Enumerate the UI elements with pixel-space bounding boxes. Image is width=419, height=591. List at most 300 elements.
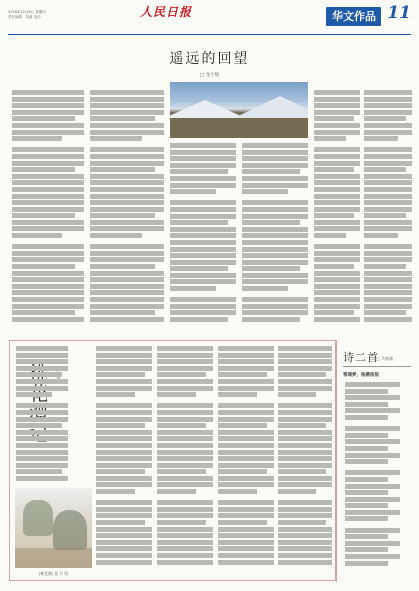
page-number: 11 — [387, 3, 411, 23]
text-line — [90, 110, 164, 115]
text-line — [90, 244, 164, 249]
text-line — [242, 253, 308, 258]
text-line — [90, 161, 164, 166]
text-line — [96, 482, 152, 487]
text-line — [90, 130, 164, 135]
text-line — [314, 161, 360, 166]
text-line — [218, 496, 274, 499]
text-line — [12, 244, 84, 249]
text-line — [242, 279, 308, 284]
text-line — [364, 207, 412, 212]
text-line — [242, 207, 308, 212]
text-line — [96, 553, 152, 558]
text-line — [96, 540, 152, 545]
photo-mountain-right — [230, 96, 308, 120]
text-line — [314, 97, 360, 102]
photo-ground — [170, 118, 308, 138]
text-line — [96, 496, 152, 499]
text-line — [90, 290, 164, 295]
text-line — [170, 163, 236, 168]
text-line — [90, 200, 164, 205]
text-line — [218, 553, 274, 558]
text-line — [90, 187, 164, 192]
text-line — [314, 207, 360, 212]
text-line — [314, 244, 360, 249]
text-line — [314, 180, 360, 185]
text-line — [157, 392, 196, 397]
text-line — [314, 213, 354, 218]
text-line — [12, 284, 84, 289]
text-line — [96, 443, 152, 448]
text-line — [242, 169, 300, 174]
text-line — [314, 220, 360, 225]
text-line — [278, 469, 326, 474]
text-line — [314, 233, 346, 238]
text-line — [12, 194, 84, 199]
text-line — [364, 147, 412, 152]
text-line — [16, 450, 68, 455]
text-line — [314, 147, 360, 152]
text-line — [157, 476, 213, 481]
text-line — [314, 154, 360, 159]
masthead-divider — [8, 34, 411, 35]
text-line — [364, 154, 412, 159]
text-line — [12, 143, 84, 146]
text-line — [314, 123, 360, 128]
text-line — [90, 220, 164, 225]
text-line — [157, 507, 213, 512]
text-line — [345, 408, 400, 413]
text-line — [364, 194, 412, 199]
text-line — [170, 220, 228, 225]
text-line — [157, 546, 213, 551]
text-line — [12, 167, 75, 172]
text-line — [157, 410, 213, 415]
text-line — [364, 213, 406, 218]
text-line — [96, 392, 135, 397]
text-line — [157, 533, 213, 538]
text-line — [157, 527, 213, 532]
text-line — [90, 233, 142, 238]
text-line — [157, 489, 196, 494]
poem-verses — [345, 382, 407, 578]
text-line — [157, 366, 213, 371]
text-line — [345, 541, 400, 546]
text-line — [90, 251, 164, 256]
text-line — [16, 379, 68, 384]
text-line — [278, 496, 332, 499]
text-line — [278, 546, 332, 551]
text-line — [364, 297, 412, 302]
text-line — [242, 163, 308, 168]
top-article-column-2 — [90, 90, 164, 328]
text-line — [90, 284, 164, 289]
text-line — [345, 554, 400, 559]
text-line — [12, 251, 84, 256]
text-line — [90, 194, 164, 199]
poem-divider — [336, 340, 337, 582]
text-line — [96, 456, 152, 461]
text-line — [242, 156, 308, 161]
text-line — [16, 359, 68, 364]
text-line — [278, 436, 332, 441]
text-line — [345, 528, 400, 533]
text-line — [96, 500, 152, 505]
text-line — [157, 463, 213, 468]
text-line — [218, 359, 274, 364]
text-line — [90, 304, 164, 309]
text-line — [345, 510, 400, 515]
text-line — [364, 290, 412, 295]
text-line — [242, 143, 308, 148]
text-line — [345, 382, 400, 387]
text-line — [314, 167, 354, 172]
text-line — [157, 540, 213, 545]
text-line — [90, 90, 164, 95]
text-line — [96, 372, 145, 377]
text-line — [12, 277, 84, 282]
text-line — [170, 279, 236, 284]
text-line — [364, 220, 412, 225]
text-line — [96, 560, 152, 565]
text-line — [157, 443, 213, 448]
text-line — [278, 410, 332, 415]
text-line — [364, 251, 412, 256]
text-line — [170, 150, 236, 155]
text-line — [242, 266, 300, 271]
text-line — [364, 271, 412, 276]
text-line — [242, 150, 308, 155]
text-line — [314, 240, 360, 243]
text-line — [96, 463, 152, 468]
text-line — [157, 500, 213, 505]
text-line — [314, 317, 360, 322]
text-line — [16, 430, 68, 435]
text-line — [12, 220, 84, 225]
text-line — [314, 264, 354, 269]
text-line — [314, 297, 360, 302]
text-line — [364, 90, 412, 95]
text-line — [278, 476, 332, 481]
top-article-author: □ 龙宇航 — [199, 73, 220, 78]
top-article-column-6 — [364, 90, 412, 328]
text-line — [364, 174, 412, 179]
text-line — [314, 304, 360, 309]
text-line — [314, 174, 360, 179]
text-line — [364, 257, 412, 262]
text-line — [96, 403, 152, 408]
text-line — [218, 423, 267, 428]
text-line — [157, 560, 213, 565]
text-line — [364, 240, 412, 243]
text-line — [170, 273, 236, 278]
top-article-column-1 — [12, 90, 84, 328]
text-line — [12, 123, 84, 128]
text-line — [345, 395, 400, 400]
text-line — [12, 207, 84, 212]
text-line — [218, 443, 274, 448]
text-line — [218, 399, 274, 402]
text-line — [364, 130, 412, 135]
text-line — [314, 187, 360, 192]
masthead — [0, 0, 419, 36]
text-line — [16, 346, 68, 351]
text-line — [157, 399, 213, 402]
text-line — [170, 293, 236, 296]
text-line — [278, 560, 332, 565]
text-line — [157, 482, 213, 487]
text-line — [364, 304, 412, 309]
text-line — [218, 533, 274, 538]
text-line — [242, 214, 308, 219]
text-line — [170, 156, 236, 161]
text-line — [345, 453, 400, 458]
painting-peak — [23, 500, 53, 536]
poem-rule — [343, 366, 411, 367]
text-line — [170, 183, 236, 188]
text-line — [278, 482, 332, 487]
text-line — [218, 469, 267, 474]
text-line — [96, 366, 152, 371]
text-line — [218, 513, 274, 518]
text-line — [278, 507, 332, 512]
feature-column-1 — [16, 346, 68, 486]
text-line — [345, 470, 400, 475]
text-line — [170, 240, 236, 245]
text-line — [242, 293, 308, 296]
painting-caption: (桃花潭) 聂 方 绘 — [38, 571, 69, 576]
text-line — [364, 103, 412, 108]
text-line — [96, 436, 152, 441]
text-line — [278, 403, 332, 408]
painting-peak — [53, 510, 87, 550]
text-line — [90, 271, 164, 276]
text-line — [90, 143, 164, 146]
text-line — [170, 207, 236, 212]
text-line — [16, 417, 68, 422]
text-line — [96, 410, 152, 415]
text-line — [90, 136, 142, 141]
text-line — [218, 379, 274, 384]
text-line — [345, 497, 400, 502]
text-line — [218, 560, 274, 565]
text-line — [157, 417, 213, 422]
newspaper-logo: 人民日报 — [140, 5, 193, 19]
text-line — [278, 379, 332, 384]
text-line — [90, 180, 164, 185]
text-line — [12, 200, 84, 205]
text-line — [90, 207, 164, 212]
text-line — [314, 200, 360, 205]
text-line — [242, 304, 308, 309]
text-line — [170, 189, 216, 194]
text-line — [12, 103, 84, 108]
text-line — [16, 353, 68, 358]
text-line — [16, 366, 68, 371]
top-article-column-4 — [242, 143, 308, 328]
text-line — [345, 402, 388, 407]
text-line — [170, 214, 236, 219]
feature-column-4 — [218, 346, 274, 576]
text-line — [278, 353, 332, 358]
text-line — [364, 200, 412, 205]
text-line — [96, 476, 152, 481]
text-line — [96, 546, 152, 551]
text-line — [96, 533, 152, 538]
text-line — [364, 123, 412, 128]
text-line — [314, 310, 354, 315]
text-line — [345, 477, 388, 482]
text-line — [12, 213, 75, 218]
text-line — [218, 353, 274, 358]
text-line — [278, 443, 332, 448]
feature-column-3 — [157, 346, 213, 576]
text-line — [90, 317, 164, 322]
text-line — [12, 233, 62, 238]
text-line — [345, 547, 388, 552]
text-line — [314, 90, 360, 95]
text-line — [314, 103, 360, 108]
text-line — [364, 136, 398, 141]
text-line — [170, 233, 236, 238]
text-line — [218, 482, 274, 487]
text-line — [364, 317, 412, 322]
text-line — [96, 450, 152, 455]
text-line — [12, 304, 84, 309]
text-line — [278, 392, 316, 397]
text-line — [314, 136, 346, 141]
text-line — [242, 183, 308, 188]
section-label: 华文作品 — [326, 7, 381, 26]
text-line — [278, 366, 332, 371]
text-line — [90, 147, 164, 152]
text-line — [157, 353, 213, 358]
text-line — [242, 196, 308, 199]
text-line — [278, 533, 332, 538]
text-line — [314, 277, 360, 282]
text-line — [278, 513, 332, 518]
text-line — [218, 430, 274, 435]
text-line — [242, 233, 308, 238]
text-line — [170, 227, 236, 232]
text-line — [12, 271, 84, 276]
text-line — [90, 310, 155, 315]
text-line — [170, 304, 236, 309]
text-line — [12, 297, 84, 302]
text-line — [218, 463, 274, 468]
text-line — [96, 417, 152, 422]
text-line — [96, 489, 135, 494]
text-line — [90, 116, 155, 121]
text-line — [96, 520, 145, 525]
text-line — [242, 247, 308, 252]
top-article-title: 遥远的回望 — [169, 51, 250, 67]
text-line — [314, 226, 360, 231]
text-line — [96, 386, 152, 391]
text-line — [278, 527, 332, 532]
text-line — [278, 372, 326, 377]
text-line — [314, 194, 360, 199]
text-line — [90, 154, 164, 159]
text-line — [16, 476, 68, 481]
text-line — [16, 469, 62, 474]
text-line — [90, 213, 155, 218]
text-line — [314, 290, 360, 295]
text-line — [218, 507, 274, 512]
text-line — [278, 386, 332, 391]
text-line — [96, 359, 152, 364]
text-line — [90, 257, 164, 262]
text-line — [242, 189, 288, 194]
text-line — [364, 284, 412, 289]
text-line — [218, 546, 274, 551]
text-line — [242, 273, 308, 278]
text-line — [278, 520, 326, 525]
text-line — [242, 200, 308, 205]
text-line — [364, 233, 398, 238]
text-line — [218, 366, 274, 371]
text-line — [345, 534, 388, 539]
text-line — [12, 317, 84, 322]
text-line — [242, 176, 308, 181]
feature-column-5 — [278, 346, 332, 576]
text-line — [364, 161, 412, 166]
text-line — [16, 423, 62, 428]
text-line — [170, 317, 228, 322]
text-line — [96, 507, 152, 512]
text-line — [170, 310, 236, 315]
text-line — [364, 97, 412, 102]
text-line — [12, 116, 75, 121]
text-line — [12, 226, 84, 231]
text-line — [345, 516, 388, 521]
text-line — [170, 196, 236, 199]
text-line — [157, 372, 206, 377]
poem-first-heading: 雪域梦，杨柳依依 — [343, 373, 379, 378]
text-line — [16, 392, 52, 397]
poem-title: 诗二首 — [343, 351, 379, 364]
text-line — [90, 174, 164, 179]
text-line — [12, 130, 84, 135]
text-line — [12, 154, 84, 159]
text-line — [364, 277, 412, 282]
text-line — [96, 513, 152, 518]
text-line — [157, 520, 206, 525]
text-line — [12, 180, 84, 185]
text-line — [90, 226, 164, 231]
text-line — [96, 353, 152, 358]
text-line — [157, 436, 213, 441]
text-line — [364, 110, 412, 115]
text-line — [364, 143, 412, 146]
text-line — [314, 130, 360, 135]
text-line — [12, 147, 84, 152]
text-line — [218, 527, 274, 532]
text-line — [345, 433, 388, 438]
text-line — [157, 359, 213, 364]
text-line — [278, 456, 332, 461]
text-line — [242, 240, 308, 245]
text-line — [16, 386, 68, 391]
text-line — [16, 456, 68, 461]
text-line — [218, 520, 267, 525]
text-line — [16, 436, 68, 441]
text-line — [345, 446, 388, 451]
text-line — [12, 264, 75, 269]
text-line — [242, 260, 308, 265]
text-line — [170, 253, 236, 258]
text-line — [96, 346, 152, 351]
